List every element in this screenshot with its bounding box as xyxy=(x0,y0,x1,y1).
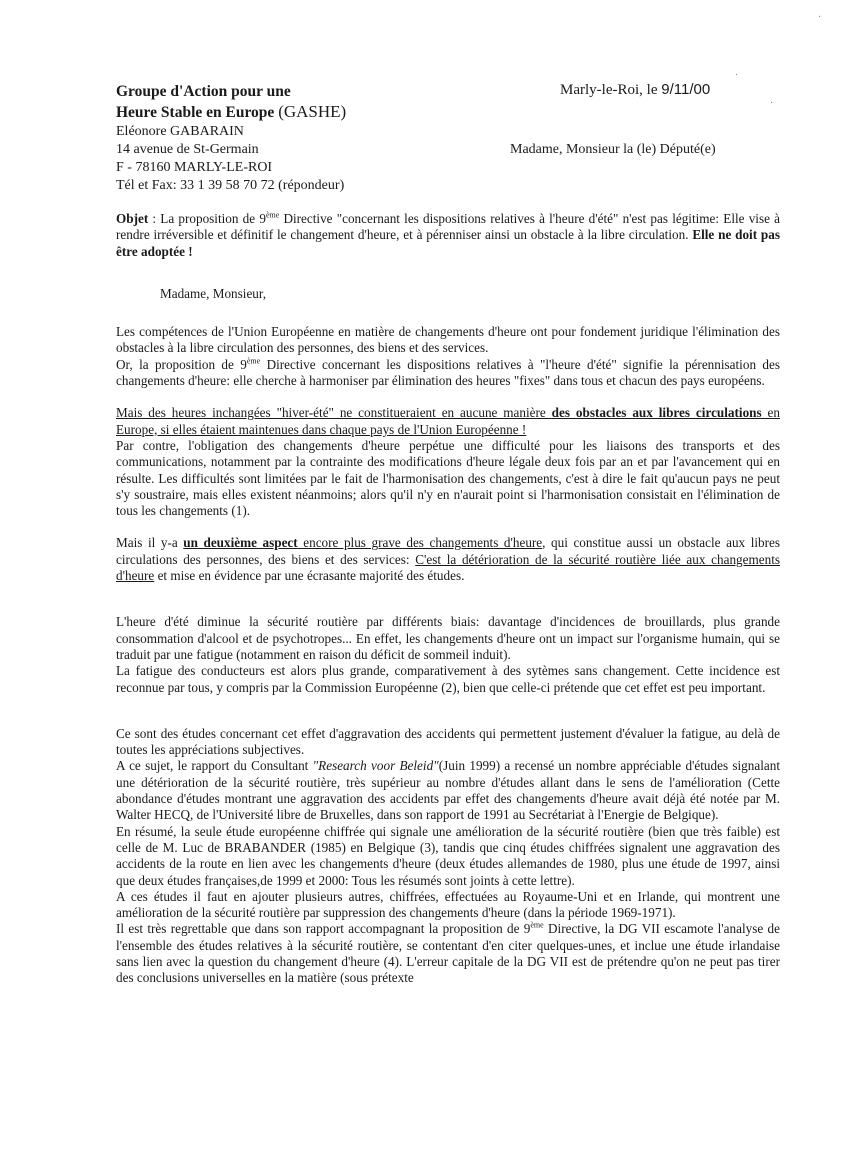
paragraph: Les compétences de l'Union Européenne en matière de changements d'heure ont pour fondement juridique l'élimination des obstacles à la libre circulation des personnes, des biens et des services. xyxy=(116,324,780,356)
paragraph: Or, la proposition de 9ème Directive concernant les dispositions relatives à "l'heure d'été" signifie la pérennisation des changements d'heure: elle cherche à harmoniser par élimination des heures "fixes" dans tous et chacun des pays européens. xyxy=(116,356,780,389)
paragraph: A ce sujet, le rapport du Consultant "Research voor Beleid"(Juin 1999) a recensé un nombre appréciable d'études signalant une détérioration de la sécurité routière, très supérieur au nombre d'études allant dans le sens de l'amélioration (Cette abondance d'études montrant une aggravation des accidents par effet des changements d'heure avait déjà été notée par M. Walter HECQ, de l'Université libre de Bruxelles, dans son rapport de 1991 au Secrétariat à l'Energie de Belgique). xyxy=(116,758,780,823)
sender-block xyxy=(116,82,496,195)
paragraph: La fatigue des conducteurs est alors plus grande, comparativement à des sytèmes sans changement. Cette incidence est reconnue par tous, y compris par la Commission Européenne (2), bien que celle-ci prétende que cet effet est peu important. xyxy=(116,663,780,695)
place: Marly-le-Roi, le xyxy=(560,82,658,98)
org-name: Heure Stable en Europe xyxy=(116,104,275,121)
paragraph: Mais des heures inchangées "hiver-été" ne constitueraient en aucune manière des obstacles aux libres circulations en Europe, si elles étaient maintenues dans chaque pays de l'Union Européenne ! xyxy=(116,405,780,437)
letter-body xyxy=(116,211,780,987)
sender-city: F - 78160 MARLY-LE-ROI xyxy=(116,160,273,175)
subject-label: Objet xyxy=(116,211,149,226)
recipient: Madame, Monsieur la (le) Député(e) xyxy=(510,142,716,157)
scan-speck: · xyxy=(770,98,774,109)
subject-paragraph: Objet : La proposition de 9ème Directive "concernant les dispositions relatives à l'heure d'été" n'est pas légitime: Elle vise à rendre irréversible et définitif le changement d'heure, et à pérenniser ainsi un obstacle à la libre circulation. Elle ne doit pas être adoptée ! xyxy=(116,210,780,259)
sender-phone: Tél et Fax: 33 1 39 58 70 72 (répondeur) xyxy=(116,178,345,193)
salutation: Madame, Monsieur, xyxy=(160,285,267,301)
paragraph: Mais il y-a un deuxième aspect encore plus grave des changements d'heure, qui constitue aussi un obstacle aux libres circulations des personnes, des biens et des services: C'est la détérioration de la sécurité routière liée aux changements d'heure et mise en évidence par une écrasante majorité des études. xyxy=(116,535,780,584)
paragraph: En résumé, la seule étude européenne chiffrée qui signale une amélioration de la sécurité routière (bien que très faible) est celle de M. Luc de BRABANDER (1985) en Belgique (3), tandis que cinq études chiffrées signalent une aggravation des accidents de la route en lien avec les changements d'heure (deux études allemandes de 1980, plus une étude de 1997, ainsi que deux études françaises,de 1999 et 2000: Tous les résumés sont joints à cette lettre). xyxy=(116,823,780,888)
place-date xyxy=(560,81,710,99)
paragraph: A ces études il faut en ajouter plusieurs autres, chiffrées, effectuées au Royaume-Uni et en Irlande, qui montrent une amélioration de la sécurité routière par suppression des changements d'heure (dans la période 1969-1971). xyxy=(116,888,780,921)
scan-speck: · xyxy=(735,70,739,81)
org-acronym: (GASHE) xyxy=(278,102,347,121)
paragraph: L'heure d'été diminue la sécurité routière par différents biais: davantage d'incidences de brouillards, plus grande consommation d'alcool et de psychotropes... En effet, les changements d'heure ont un impact sur l'organisme humain, qui se traduit par une fatigue (notamment en raison du déficit de sommeil induit). xyxy=(116,614,780,662)
paragraph: Ce sont des études concernant cet effet d'aggravation des accidents qui permettent justement d'évaluer la fatigue, au delà de toutes les appréciations subjectives. xyxy=(116,725,780,758)
date: 9/11/00 xyxy=(661,81,711,98)
sender-name: Eléonore GABARAIN xyxy=(116,124,244,139)
org-name-line2 xyxy=(116,102,496,123)
scan-speck: · xyxy=(818,12,822,23)
paragraph: Par contre, l'obligation des changements d'heure perpétue une difficulté pour les liaisons des transports et des communications, notamment par la contrainte des modifications d'heure légale deux fois par an et par l'avancement qui en résulte. Les difficultés sont limitées par le fait de l'harmonisation des changements, c'est à dire le fait qu'aucun pays ne peut s'y soustraire, mais elles existent néanmoins; alors qu'il n'y en n'aurait point si l'harmonisation consistait en l'élimination de tous les changements (1). xyxy=(116,437,780,519)
paragraph: Il est très regrettable que dans son rapport accompagnant la proposition de 9ème Directive, la DG VII escamote l'analyse de l'ensemble des études relatives à la sécurité routière, se contentant d'en citer quelques-unes, et inclue une étude irlandaise sans lien avec la question du changement d'heure (4). L'erreur capitale de la DG VII est de prétendre qu'on ne peut pas tirer des conclusions universelles en la matière (sous prétexte xyxy=(116,921,780,986)
subject-conclusion: Elle ne doit pas être adoptée ! xyxy=(116,227,780,259)
org-name-line1: Groupe d'Action pour une xyxy=(116,83,291,100)
sender-street: 14 avenue de St-Germain xyxy=(116,142,259,157)
